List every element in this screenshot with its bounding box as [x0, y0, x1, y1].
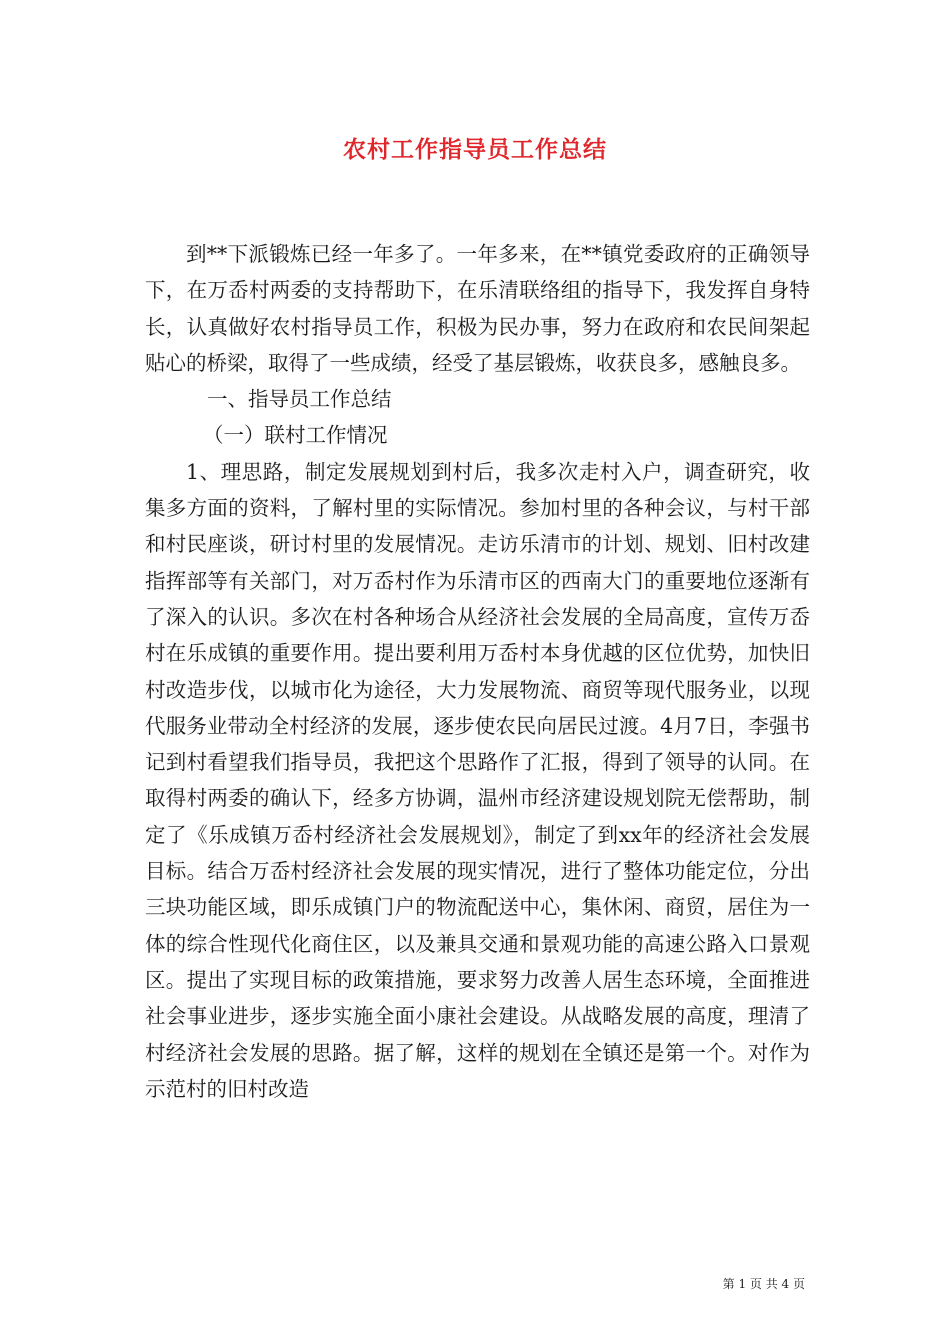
item-paragraph: 1、理思路，制定发展规划到村后，我多次走村入户，调查研究，收集多方面的资料，了解村里的实际情况。参加村里的各种会议，与村干部和村民座谈，研讨村里的发展情况。走访乐清市的计划、规划、旧村改建指挥部等有关部门，对万岙村作为乐清市区的西南大门的重要地位逐渐有了深入的认识。多次在村各种场合从经济社会发展的全局高度，宣传万岙村在乐成镇的重要作用。提出要利用万岙村本身优越的区位优势，加快旧村改造步伐，以城市化为途径，大力发展物流、商贸等现代服务业，以现代服务业带动全村经济的发展，逐步使农民向居民过渡。4月7日，李强书记到村看望我们指导员，我把这个思路作了汇报，得到了领导的认同。在取得村两委的确认下，经多方协调，温州市经济建设规划院无偿帮助，制定了《乐成镇万岙村经济社会发展规划》，制定了到xx年的经济社会发展目标。结合万岙村经济社会发展的现实情况，进行了整体功能定位，分出三块功能区域，即乐成镇门户的物流配送中心，集休闲、商贸，居住为一体的综合性现代化商住区，以及兼具交通和景观功能的高速公路入口景观区。提出了实现目标的政策措施，要求努力改善人居生态环境，全面推进社会事业进步，逐步实施全面小康社会建设。从战略发展的高度，理清了村经济社会发展的思路。据了解，这样的规划在全镇还是第一个。对作为示范村的旧村改造 — [145, 459, 810, 1101]
subsection-heading: （一）联村工作情况 — [203, 423, 388, 448]
page-footer: 第 1 页 共 4 页 — [722, 1277, 805, 1291]
document-body — [145, 236, 810, 1107]
section-heading: 一、指导员工作总结 — [207, 387, 392, 412]
page-title: 农村工作指导员工作总结 — [343, 136, 607, 163]
intro-paragraph: 到**下派锻炼已经一年多了。一年多来，在**镇党委政府的正确领导下，在万岙村两委的支持帮助下，在乐清联络组的指导下，我发挥自身特长，认真做好农村指导员工作，积极为民办事，努力在政府和农民间架起贴心的桥梁，取得了一些成绩，经受了基层锻炼，收获良多，感触良多。 — [145, 242, 810, 375]
